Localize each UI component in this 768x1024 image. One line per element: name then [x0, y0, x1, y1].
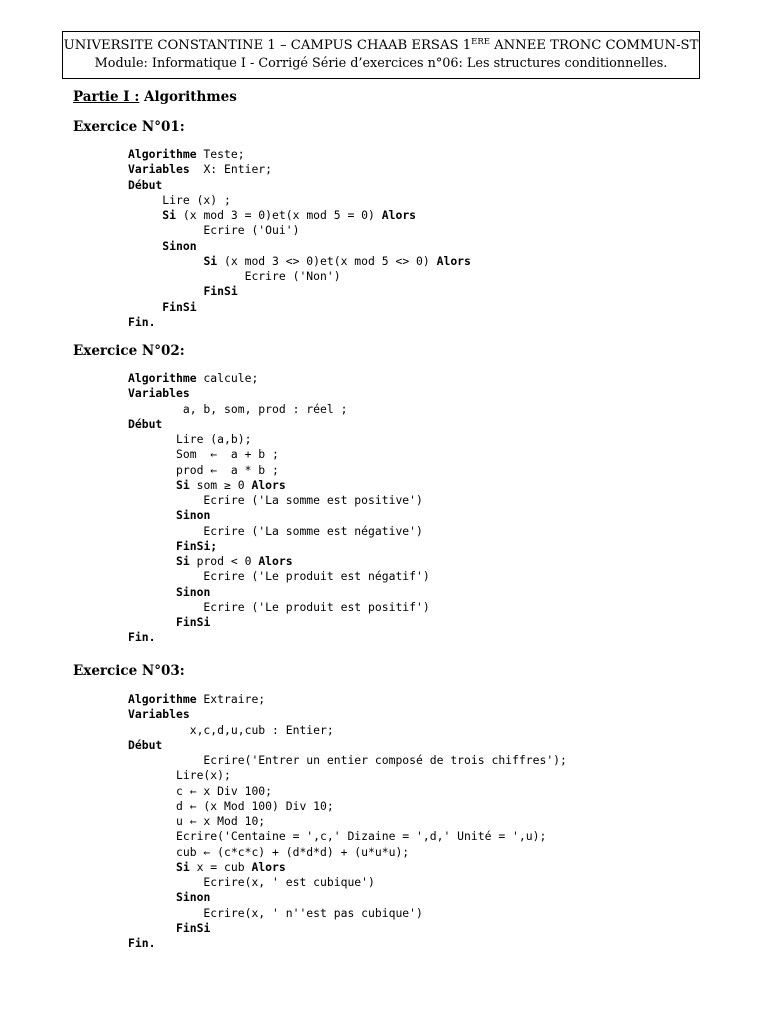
code-keyword: Si: [203, 253, 218, 268]
header-university-line: [63, 37, 699, 55]
code-keyword: FinSi: [203, 284, 238, 299]
code-line: [128, 208, 471, 223]
code-text: [128, 615, 176, 629]
exercise-3-code: [128, 692, 567, 951]
code-text: [128, 585, 176, 599]
code-text: Lire (a,b);: [128, 432, 252, 446]
section-heading: Algorithmes: [139, 89, 237, 105]
code-line: [128, 386, 430, 401]
code-line: [128, 630, 430, 645]
code-line: [128, 417, 430, 432]
header-box: [62, 31, 700, 79]
code-keyword: Sinon: [176, 508, 211, 523]
code-line: [128, 845, 567, 860]
code-text: Ecrire(x, ' n''est pas cubique'): [128, 905, 423, 920]
code-line: [128, 463, 430, 478]
code-keyword: Algorithme: [128, 371, 197, 385]
section-title: [73, 89, 237, 105]
code-text: Lire (x) ;: [128, 192, 231, 207]
code-keyword: FinSi: [176, 920, 211, 935]
code-keyword: Algorithme: [128, 147, 197, 161]
code-text: Ecrire ('Le produit est négatif'): [128, 569, 430, 584]
code-keyword: Fin.: [128, 630, 156, 645]
code-line: [128, 906, 567, 921]
code-keyword: Début: [128, 416, 163, 431]
code-keyword: FinSi;: [176, 538, 218, 553]
code-keyword: Variables: [128, 707, 190, 722]
code-line: [128, 447, 430, 462]
code-line: [128, 478, 430, 493]
code-keyword: Si: [176, 554, 190, 568]
code-keyword: Sinon: [176, 584, 211, 599]
code-text: som ≥ 0: [189, 477, 252, 492]
code-text: calcule;: [196, 371, 259, 385]
code-line: [128, 539, 430, 554]
code-line: [128, 284, 471, 299]
code-keyword: Variables: [128, 386, 190, 401]
code-keyword: Début: [128, 737, 163, 752]
code-keyword: Fin.: [128, 936, 156, 950]
code-text: [128, 239, 162, 253]
code-text: [128, 554, 176, 568]
code-text: Ecrire ('La somme est positive'): [128, 493, 423, 507]
code-text: c ← x Div 100;: [128, 783, 273, 798]
code-keyword: Sinon: [176, 890, 211, 905]
code-text: x,c,d,u,cub : Entier;: [128, 722, 334, 737]
code-text: Ecrire('Centaine = ',c,' Dizaine = ',d,' Unité = ',u);: [128, 829, 547, 844]
code-keyword: Si: [162, 208, 177, 222]
code-keyword: FinSi: [176, 615, 211, 629]
code-text: Som ← a + b ;: [128, 447, 279, 462]
code-text: Lire(x);: [128, 768, 231, 783]
code-text: [128, 890, 176, 904]
code-text: [128, 508, 176, 522]
code-keyword: Fin.: [128, 314, 156, 329]
code-keyword: Sinon: [162, 238, 197, 253]
code-line: [128, 402, 430, 417]
code-line: [128, 371, 430, 386]
code-line: [128, 784, 567, 799]
code-line: [128, 921, 567, 936]
code-text: a, b, som, prod : réel ;: [128, 401, 348, 416]
code-line: [128, 300, 471, 315]
code-line: [128, 432, 430, 447]
code-keyword: Alors: [251, 859, 286, 874]
code-text: prod ← a * b ;: [128, 462, 279, 477]
exercise-3-title: Exercice N°03:: [73, 663, 185, 679]
code-line: [128, 554, 430, 569]
code-line: [128, 753, 567, 768]
code-line: [128, 524, 430, 539]
code-line: [128, 936, 567, 951]
code-text: Ecrire ('Non'): [128, 269, 341, 283]
code-text: Ecrire('Entrer un entier composé de trois chiffres');: [128, 753, 567, 767]
code-line: [128, 738, 567, 753]
code-line: [128, 223, 471, 238]
code-text: u ← x Mod 10;: [128, 814, 266, 828]
code-line: [128, 707, 567, 722]
code-line: [128, 493, 430, 508]
code-line: [128, 254, 471, 269]
code-text: [128, 284, 203, 298]
code-line: [128, 692, 567, 707]
exercise-1-title: Exercice N°01:: [73, 119, 185, 135]
code-line: [128, 600, 430, 615]
code-line: [128, 315, 471, 330]
code-text: X: Entier;: [189, 162, 273, 177]
header-module-line: Module: Informatique I - Corrigé Série d’exercices n°06: Les structures conditionnelles.: [94, 56, 668, 71]
code-line: [128, 799, 567, 814]
code-text: [128, 300, 162, 314]
exercise-1-code: [128, 147, 471, 330]
code-text: [128, 254, 203, 268]
code-line: [128, 829, 567, 844]
code-text: cub ← (c*c*c) + (d*d*d) + (u*u*u);: [128, 844, 410, 859]
code-text: prod < 0: [189, 554, 259, 568]
code-line: [128, 147, 471, 162]
code-line: [128, 860, 567, 875]
code-line: [128, 269, 471, 284]
code-text: Ecrire ('Le produit est positif'): [128, 599, 430, 614]
code-line: [128, 585, 430, 600]
code-keyword: Si: [176, 477, 190, 492]
code-line: [128, 162, 471, 177]
exercise-2-title: Exercice N°02:: [73, 343, 185, 359]
code-text: Extraire;: [196, 692, 266, 706]
code-text: (x mod 3 = 0)et(x mod 5 = 0): [176, 208, 382, 222]
code-keyword: Alors: [381, 208, 417, 222]
code-keyword: Alors: [258, 554, 293, 568]
code-line: [128, 615, 430, 630]
code-text: [128, 208, 162, 222]
code-text: Ecrire ('La somme est négative'): [128, 523, 423, 538]
header-line1-rest: ANNEE TRONC COMMUN-ST: [489, 38, 699, 53]
code-keyword: Algorithme: [128, 692, 197, 706]
header-line1-main: UNIVERSITE CONSTANTINE 1 – CAMPUS CHAAB ERSAS 1: [63, 38, 472, 53]
code-line: [128, 890, 567, 905]
code-line: [128, 193, 471, 208]
code-keyword: FinSi: [162, 299, 197, 314]
code-line: [128, 569, 430, 584]
code-line: [128, 875, 567, 890]
code-keyword: Début: [128, 177, 163, 192]
code-text: Ecrire ('Oui'): [128, 223, 300, 238]
code-text: [128, 860, 176, 874]
code-line: [128, 178, 471, 193]
code-line: [128, 768, 567, 783]
code-line: [128, 814, 567, 829]
exercise-2-code: [128, 371, 430, 646]
code-keyword: Alors: [436, 253, 471, 268]
code-keyword: Si: [176, 859, 190, 874]
header-line1-superscript: ERE: [471, 37, 490, 47]
section-prefix: Partie I :: [73, 89, 140, 105]
code-text: [128, 921, 176, 935]
code-keyword: Alors: [251, 477, 286, 492]
code-text: [128, 539, 176, 553]
code-text: [128, 478, 176, 492]
code-keyword: Variables: [128, 162, 190, 177]
code-line: [128, 239, 471, 254]
code-text: Ecrire(x, ' est cubique'): [128, 875, 375, 889]
code-line: [128, 508, 430, 523]
code-text: x = cub: [189, 859, 252, 874]
code-text: (x mod 3 <> 0)et(x mod 5 <> 0): [217, 253, 437, 268]
code-line: [128, 723, 567, 738]
code-text: d ← (x Mod 100) Div 10;: [128, 798, 334, 813]
code-text: Teste;: [196, 147, 245, 161]
